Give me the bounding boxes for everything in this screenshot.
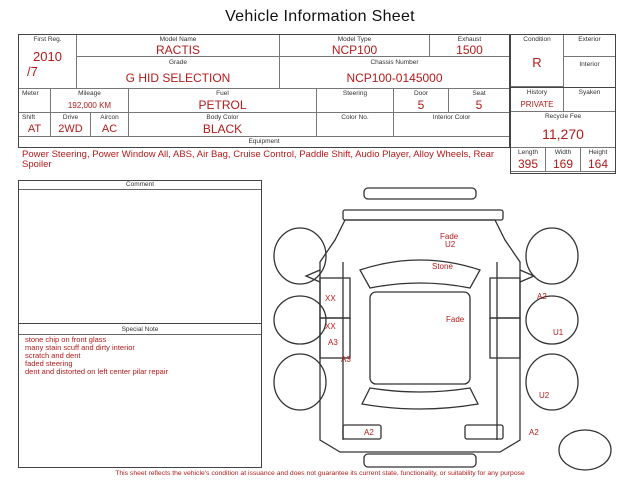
model-name-label: Model Name xyxy=(159,36,197,43)
exhaust-value: 1500 xyxy=(456,43,483,57)
grade-value: G HID SELECTION xyxy=(125,71,231,85)
model-name-value: RACTIS xyxy=(155,43,200,57)
special-note-line: stone chip on front glass xyxy=(25,335,107,344)
special-note-line: many stain scuff and dirty interior xyxy=(25,343,135,352)
exterior-label: Exterior xyxy=(578,36,601,43)
height-label: Height xyxy=(588,149,608,156)
damage-mark: A2 xyxy=(537,292,547,301)
condition-label: Condition xyxy=(523,36,551,43)
disclaimer-footer: This sheet reflects the vehicle's condition at issuance and does not guarantee its current state, functionality, or suitability for any purpose xyxy=(115,470,525,477)
special-note-line: dent and distorted on left center pilar repair xyxy=(25,367,169,376)
fuel-label: Fuel xyxy=(216,90,229,97)
wheel-center-right xyxy=(526,296,578,344)
damage-mark: A2 xyxy=(529,428,539,437)
width-value: 169 xyxy=(552,157,574,171)
seat-value: 5 xyxy=(475,98,483,112)
history-value: PRIVATE xyxy=(520,100,554,109)
damage-mark: U1 xyxy=(553,328,564,337)
body-color-value: BLACK xyxy=(202,122,243,136)
damage-mark: Fade xyxy=(446,315,465,324)
front-panel xyxy=(343,210,503,220)
door-value: 5 xyxy=(417,98,425,112)
damage-mark: U2 xyxy=(445,240,456,249)
damage-mark: A3 xyxy=(328,338,338,347)
sheet-title: Vehicle Information Sheet xyxy=(225,8,415,25)
damage-mark: A2 xyxy=(364,428,374,437)
interior-label: Interior xyxy=(579,61,600,68)
exhaust-label: Exhaust xyxy=(457,36,482,43)
width-label: Width xyxy=(554,149,572,156)
damage-mark: Fade xyxy=(440,232,459,241)
wheel-front-left xyxy=(274,228,326,284)
equipment-label: Equipment xyxy=(248,138,280,145)
color-no-label: Color No. xyxy=(341,114,369,121)
steering-label: Steering xyxy=(342,90,368,97)
door-label: Door xyxy=(413,90,429,97)
fuel-value: PETROL xyxy=(198,98,247,112)
history-label: History xyxy=(526,89,548,96)
comment-label: Comment xyxy=(19,181,261,190)
condition-value: R xyxy=(532,55,542,70)
wheel-rear-left xyxy=(274,354,326,410)
rear-corner-left xyxy=(343,425,381,439)
first-reg-month: /7 xyxy=(27,64,38,79)
shift-label: Shift xyxy=(22,114,36,121)
grade-label: Grade xyxy=(168,59,188,66)
damage-mark: XX xyxy=(325,322,336,331)
model-type-value: NCP100 xyxy=(331,43,378,57)
model-type-label: Model Type xyxy=(337,36,372,43)
special-note-line: faded steering xyxy=(25,359,73,368)
first-reg-year: 2010 xyxy=(33,49,62,64)
height-value: 164 xyxy=(587,157,609,171)
drive-label: Drive xyxy=(62,114,79,121)
front-bumper xyxy=(364,188,476,199)
damage-mark: U2 xyxy=(539,391,550,400)
body-color-label: Body Color xyxy=(206,114,239,121)
windshield xyxy=(360,260,480,288)
damage-mark: XX xyxy=(325,294,336,303)
wheel-center-left xyxy=(274,296,326,344)
seat-label: Seat xyxy=(472,90,486,97)
wheel-rear-right xyxy=(526,354,578,410)
right-front-door xyxy=(490,278,520,318)
mileage-label: Mileage xyxy=(78,90,101,97)
spare-wheel xyxy=(559,430,611,470)
syaken-label: Syaken xyxy=(578,89,601,96)
recycle-fee-label: Recycle Fee xyxy=(544,113,582,120)
rear-bumper xyxy=(364,454,476,467)
drive-value: 2WD xyxy=(58,123,83,135)
meter-label: Meter xyxy=(22,90,39,97)
shift-value: AT xyxy=(27,123,42,135)
chassis-number-label: Chassis Number xyxy=(370,59,419,66)
damage-mark: Stone xyxy=(432,262,453,271)
length-value: 395 xyxy=(517,157,539,171)
length-label: Length xyxy=(518,149,538,156)
special-note-label: Special Note xyxy=(19,326,261,335)
rear-window xyxy=(362,388,478,409)
equipment-text: Power Steering, Power Window All, ABS, Air Bag, Cruise Control, Paddle Shift, Audio Player, Alloy Wheels, Rear Spoiler xyxy=(22,149,495,170)
aircon-label: Aircon xyxy=(100,114,119,121)
right-mirror xyxy=(520,270,534,282)
chassis-number-value: NCP100-0145000 xyxy=(346,71,443,85)
damage-mark: A3 xyxy=(341,355,351,364)
special-note-line: scratch and dent xyxy=(25,351,81,360)
roof xyxy=(370,292,470,384)
first-reg-label: First Reg. xyxy=(33,36,62,43)
recycle-fee-value: 11,270 xyxy=(542,126,584,142)
aircon-value: AC xyxy=(101,123,118,135)
interior-color-label: Interior Color xyxy=(432,114,471,121)
mileage-value: 192,000 KM xyxy=(67,101,112,110)
right-rear-door xyxy=(490,318,520,358)
wheel-front-right xyxy=(526,228,578,284)
